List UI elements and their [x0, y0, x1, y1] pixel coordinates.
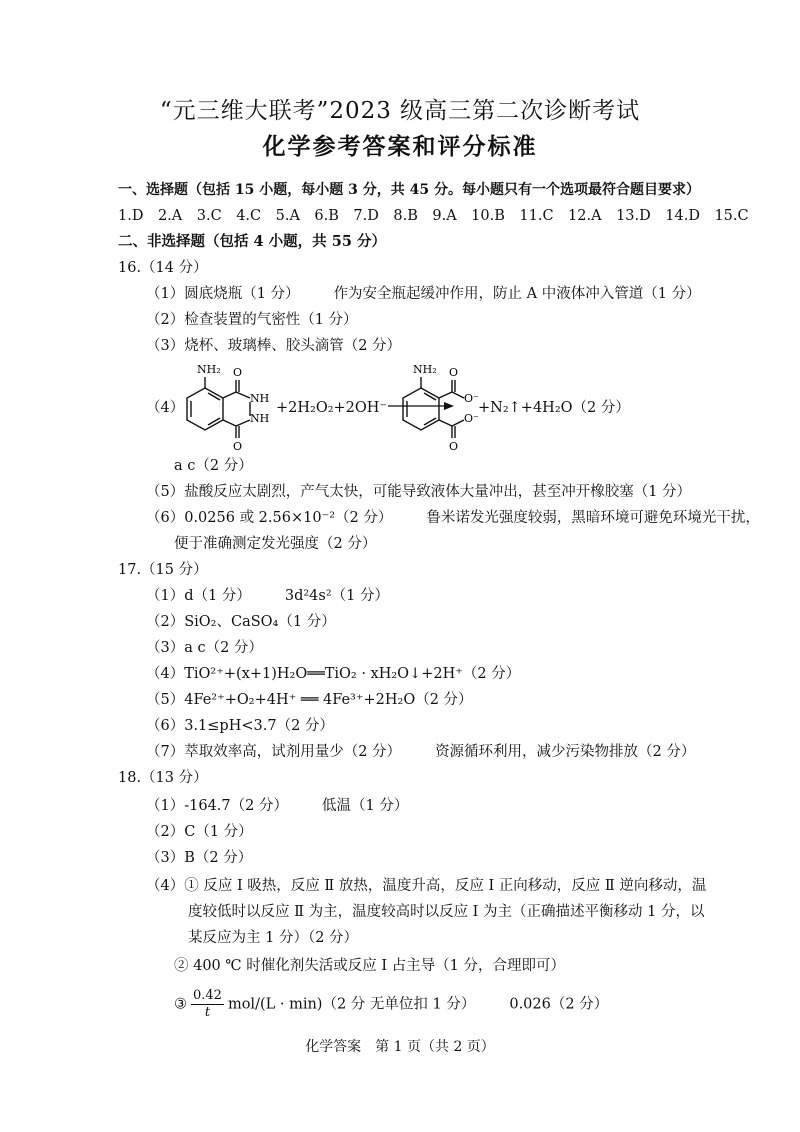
- q18-answer-4e: [174, 988, 608, 1021]
- q17-1b: 3d²4s²（1 分）: [284, 588, 389, 604]
- q18-answer-4a: （4）① 反应 Ⅰ 吸热，反应 Ⅱ 放热，温度升高，反应 Ⅰ 正向移动，反应 Ⅱ 逆向移动，温: [146, 878, 707, 894]
- luminol-nh-bottom: NH: [250, 412, 270, 425]
- q18-4e-marker: ③: [174, 996, 187, 1013]
- page-footer: 化学答案 第 1 页（共 2 页）: [305, 1039, 495, 1055]
- q16-answer-2: （2）检查装置的气密性（1 分）: [146, 312, 358, 328]
- mc-answers: 1.D 2.A 3.C 4.C 5.A 6.B 7.D 8.B 9.A 10.B 11.C 12.A 13.D 14.D 15.C: [118, 208, 749, 224]
- product-nh2-label: NH₂: [413, 363, 437, 376]
- q18-answer-4c: 某反应为主 1 分）（2 分）: [188, 930, 359, 946]
- exam-subtitle: 化学参考答案和评分标准: [262, 133, 538, 160]
- q16-heading: 16.（14 分）: [118, 260, 208, 276]
- q17-7a: （7）萃取效率高，试剂用量少（2 分）: [146, 744, 402, 760]
- luminol-structure: [170, 360, 275, 460]
- luminol-nh-top: NH: [250, 392, 270, 405]
- q16-4-reagents: +2H₂O₂+2OH⁻: [276, 400, 388, 416]
- exam-title: “元三维大联考”2023 级高三第二次诊断考试: [159, 98, 641, 124]
- q17-answer-5: （5）4Fe²⁺+O₂+4H⁺ ══ 4Fe³⁺+2H₂O（2 分）: [146, 692, 473, 708]
- section1-heading: 一、选择题（包括 15 小题，每小题 3 分，共 45 分。每小题只有一个选项最符合题目要求）: [118, 182, 700, 198]
- q16-4b: a c（2 分）: [174, 458, 253, 474]
- product-o-minus-top: O⁻: [464, 392, 479, 405]
- q17-answer-4: （4）TiO²⁺+(x+1)H₂O══TiO₂ · xH₂O↓+2H⁺（2 分）: [146, 666, 521, 682]
- q17-answer-1: [146, 586, 389, 606]
- q17-7b: 资源循环利用，减少污染物排放（2 分）: [435, 744, 696, 760]
- q16-answer-6c: 便于准确测定发光强度（2 分）: [174, 536, 377, 552]
- luminol-nh2-label: NH₂: [197, 363, 221, 376]
- q18-1b: 低温（1 分）: [321, 798, 409, 814]
- q18-answer-2: （2）C（1 分）: [146, 824, 253, 840]
- q17-answer-6: （6）3.1≤pH<3.7（2 分）: [146, 718, 334, 734]
- fraction-numerator: 0.42: [193, 988, 222, 1003]
- q16-4-label: （4）: [146, 400, 185, 416]
- fraction-denominator: t: [204, 1005, 211, 1020]
- q17-1a: （1）d（1 分）: [146, 588, 251, 604]
- q18-1a: （1）-164.7（2 分）: [146, 798, 288, 814]
- q16-1b: 作为安全瓶起缓冲作用，防止 A 中液体冲入管道（1 分）: [333, 286, 701, 302]
- q17-answer-7: [146, 742, 695, 762]
- product-o-minus-bottom: O⁻: [464, 412, 479, 425]
- product-o-bottom: O: [449, 440, 459, 453]
- q18-4e-unit: mol/(L · min)（2 分 无单位扣 1 分）: [227, 996, 476, 1013]
- q17-heading: 17.（15 分）: [118, 562, 208, 578]
- q16-answer-3: （3）烧杯、玻璃棒、胶头滴管（2 分）: [146, 338, 402, 354]
- q18-answer-3: （3）B（2 分）: [146, 850, 253, 866]
- q16-answer-1: [146, 284, 701, 304]
- q17-answer-3: （3）a c（2 分）: [146, 640, 263, 656]
- q18-answer-1: [146, 796, 408, 816]
- q17-answer-2: （2）SiO₂、CaSO₄（1 分）: [146, 614, 336, 630]
- q18-4e-fraction: [191, 988, 224, 1021]
- q16-6a: （6）0.0256 或 2.56×10⁻²（2 分）: [146, 510, 393, 526]
- q18-answer-4d: ② 400 ℃ 时催化剂失活或反应 Ⅰ 占主导（1 分，合理即可）: [174, 958, 566, 974]
- q18-heading: 18.（13 分）: [118, 770, 208, 786]
- luminol-o-bottom: O: [233, 440, 243, 453]
- q16-1a: （1）圆底烧瓶（1 分）: [146, 286, 300, 302]
- q18-answer-4b: 度较低时以反应 Ⅱ 为主，温度较高时以反应 Ⅰ 为主（正确描述平衡移动 1 分，以: [188, 904, 705, 920]
- product-o-top: O: [449, 366, 459, 379]
- q18-4e-value: 0.026（2 分）: [509, 996, 609, 1013]
- section2-heading: 二、非选择题（包括 4 小题，共 55 分）: [118, 233, 386, 250]
- q16-answer-5: （5）盐酸反应太剧烈，产气太快，可能导致液体大量冲出，甚至冲开橡胶塞（1 分）: [146, 484, 692, 500]
- q16-4-products: +N₂↑+4H₂O（2 分）: [478, 400, 630, 416]
- q16-answer-6: [146, 508, 760, 528]
- luminol-o-top: O: [233, 366, 243, 379]
- q16-6b: 鲁米诺发光强度较弱，黑暗环境可避免环境光干扰，: [426, 510, 760, 526]
